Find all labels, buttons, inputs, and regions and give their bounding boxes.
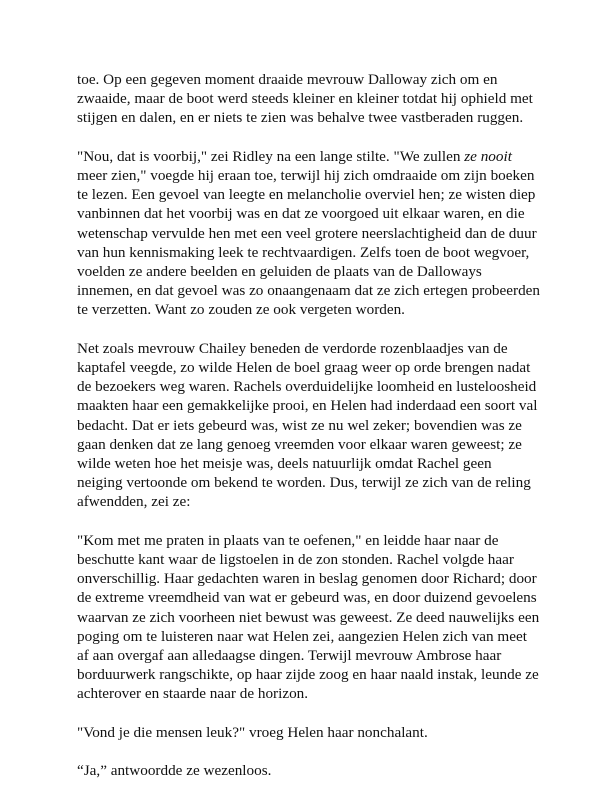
paragraph-6 (77, 761, 547, 780)
text-line: zwaaide, maar de boot werd steeds kleiner en kleiner totdat hij ophield met (77, 90, 533, 108)
text-line: van hun kennismaking leek te rechtvaardigen. Zelfs toen de boot wegvoer, (77, 243, 530, 261)
text-line: poging om te luisteren naar wat Helen zei, aangezien Helen zich van meet (77, 627, 527, 645)
text-line: vanbinnen dat het voorbij was en dat ze voorgoed uit elkaar waren, en die (77, 205, 525, 223)
text-line: gaan denken dat ze lang genoeg vreemden voor elkaar waren geweest; ze (77, 435, 522, 453)
paragraph-1 (77, 70, 547, 128)
text-line: stijgen en dalen, en er niets te zien was behalve twee vastberaden ruggen. (77, 109, 524, 127)
text-line: de extreme vreemdheid van wat er gebeurd was, en door duizend gevoelens (77, 589, 537, 607)
paragraph-3 (77, 339, 547, 512)
text-line (77, 147, 547, 166)
paragraph-2 (77, 147, 547, 320)
text-line: beschutte kant waar de ligstoelen in de zon stonden. Rachel volgde haar (77, 551, 514, 569)
text-line: innemen, en dat gevoel was zo onaangenaam dat ze zich ertegen probeerden (77, 282, 540, 300)
text-line: maakten haar een gemakkelijke prooi, en Helen had inderdaad een soort val (77, 397, 538, 415)
text-line: Net zoals mevrouw Chailey beneden de verdorde rozenblaadjes van de (77, 339, 508, 357)
text-line: toe. Op een gegeven moment draaide mevrouw Dalloway zich om en (77, 71, 498, 88)
text-line: wilde weten hoe het meisje was, deels natuurlijk omdat Rachel geen (77, 455, 492, 473)
text-line: borduurwerk rangschikte, op haar zijde zoog en haar naald instak, leunde ze (77, 666, 539, 684)
text-line: neiging vertoonde om bekend te worden. Dus, terwijl ze zich van de reling (77, 474, 531, 492)
emphasis-text: ze nooit (464, 147, 512, 165)
text-line: “Ja,” antwoordde ze wezenloos. (77, 762, 272, 780)
text-line: achterover en staarde naar de horizon. (77, 685, 309, 703)
text-line: onverschillig. Haar gedachten waren in beslag genomen door Richard; door (77, 570, 537, 588)
text-run: "Nou, dat is voorbij," zei Ridley na een lange stilte. "We zullen (77, 147, 465, 165)
text-line: "Kom met me praten in plaats van te oefenen," en leidde haar naar de (77, 531, 499, 549)
text-line: voelden ze andere beelden en geluiden de plaats van de Dalloways (77, 263, 482, 281)
text-line: te verzetten. Want zo zouden ze ook vergeten worden. (77, 301, 405, 319)
document-page (77, 70, 547, 800)
text-line: af aan overgaf aan alledaagse dingen. Terwijl mevrouw Ambrose haar (77, 647, 502, 665)
text-line: "Vond je die mensen leuk?" vroeg Helen haar nonchalant. (77, 723, 428, 741)
text-line: wetenschap vervulde hen met een veel grotere neerslachtigheid dan de duur (77, 224, 537, 242)
text-line: meer zien," voegde hij eraan toe, terwijl hij zich omdraaide om zijn boeken (77, 167, 535, 184)
text-line: de bezoekers weg waren. Rachels overduidelijke loomheid en lusteloosheid (77, 378, 537, 396)
paragraph-4 (77, 531, 547, 704)
text-line: bedacht. Dat er iets gebeurd was, wist ze nu wel zeker; bovendien was ze (77, 416, 522, 434)
text-line: kaptafel veegde, zo wilde Helen de boel graag weer op orde brengen nadat (77, 359, 531, 377)
paragraph-5 (77, 723, 547, 742)
text-line: afwendden, zei ze: (77, 493, 191, 511)
text-line: te lezen. Een gevoel van leegte en melancholie overviel hen; ze wisten diep (77, 186, 536, 204)
text-line: waarvan ze zich voorheen niet bewust was geweest. Ze deed nauwelijks een (77, 608, 540, 626)
